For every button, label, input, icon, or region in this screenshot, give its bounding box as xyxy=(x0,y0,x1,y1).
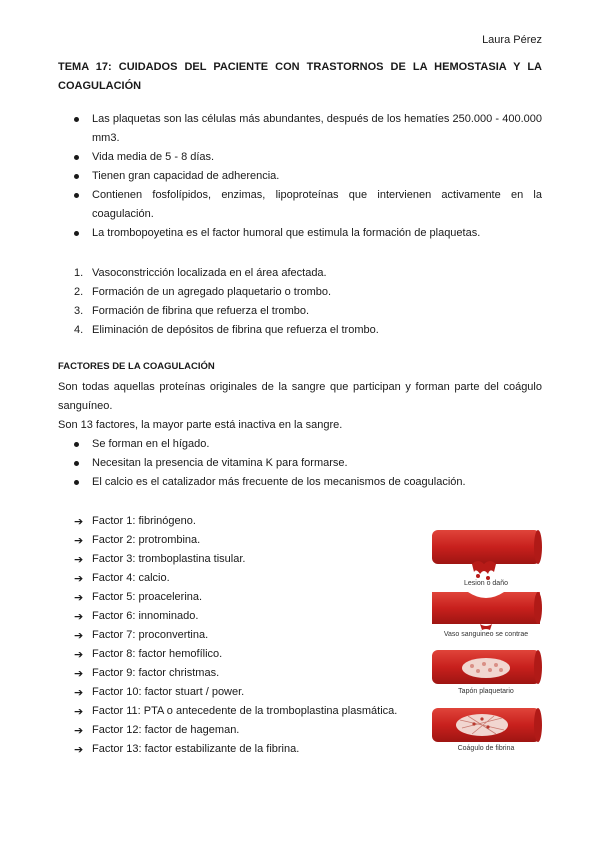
arrow-right-icon: ➔ xyxy=(74,724,84,737)
list-item: ➔ Factor 11: PTA o antecedente de la tromboplastina plasmática. xyxy=(74,702,414,721)
list-item: ➔ Factor 4: calcio. xyxy=(74,569,414,588)
author-name: Laura Pérez xyxy=(482,34,542,46)
coagulation-factors-list xyxy=(74,512,414,759)
list-item: Las plaquetas son las células más abundantes, después de los hematíes 250.000 - 400.000 mm3. xyxy=(74,110,542,148)
list-item: ➔ Factor 6: innominado. xyxy=(74,607,414,626)
intro-paragraph: Son todas aquellas proteínas originales de la sangre que participan y forman parte del coágulo sanguíneo. xyxy=(58,381,542,412)
list-item: La trombopoyetina es el factor humoral que estimula la formación de plaquetas. xyxy=(74,224,542,243)
list-item: Tienen gran capacidad de adherencia. xyxy=(74,167,542,186)
figure-caption-platelet-plug: Tapón plaquetario xyxy=(458,688,514,695)
coagulation-stages-illustration xyxy=(428,528,544,754)
platelet-bullet-list xyxy=(74,110,542,243)
list-item: ➔ Factor 5: proacelerina. xyxy=(74,588,414,607)
list-item: ➔ Factor 8: factor hemofílico. xyxy=(74,645,414,664)
arrow-right-icon: ➔ xyxy=(74,629,84,642)
arrow-right-icon: ➔ xyxy=(74,591,84,604)
count-paragraph: Son 13 factores, la mayor parte está inactiva en la sangre. xyxy=(58,419,343,431)
arrow-right-icon: ➔ xyxy=(74,648,84,661)
list-item: ➔ Factor 1: fibrinógeno. xyxy=(74,512,414,531)
list-item: Vida media de 5 - 8 días. xyxy=(74,148,542,167)
platelet-plug-stage xyxy=(432,650,542,684)
figure-caption-injury: Lesion o daño xyxy=(464,580,508,587)
list-item: ➔ Factor 12: factor de hageman. xyxy=(74,721,414,740)
list-item: Necesitan la presencia de vitamina K para formarse. xyxy=(74,454,542,473)
bullet-icon xyxy=(74,155,79,160)
fibrin-clot-stage xyxy=(432,708,542,742)
bullet-icon xyxy=(74,231,79,236)
page-title: TEMA 17: CUIDADOS DEL PACIENTE CON TRASTORNOS DE LA HEMOSTASIA Y LA COAGULACIÓN xyxy=(58,61,542,92)
list-item: Se forman en el hígado. xyxy=(74,435,542,454)
section-heading: FACTORES DE LA COAGULACIÓN xyxy=(58,361,215,372)
arrow-right-icon: ➔ xyxy=(74,553,84,566)
list-item: ➔ Factor 10: factor stuart / power. xyxy=(74,683,414,702)
list-item: 1. Vasoconstricción localizada en el área afectada. xyxy=(74,267,327,279)
arrow-right-icon: ➔ xyxy=(74,743,84,756)
list-item: 4. Eliminación de depósitos de fibrina que refuerza el trombo. xyxy=(74,324,379,336)
bullet-icon xyxy=(74,193,79,198)
list-item: Contienen fosfolípidos, enzimas, lipoproteínas que intervienen activamente en la coagulación. xyxy=(74,186,542,224)
list-item: 3. Formación de fibrina que refuerza el trombo. xyxy=(74,305,310,317)
coagulation-stages-figure xyxy=(428,528,544,754)
arrow-right-icon: ➔ xyxy=(74,610,84,623)
list-item: ➔ Factor 2: protrombina. xyxy=(74,531,414,550)
arrow-right-icon: ➔ xyxy=(74,667,84,680)
figure-caption-fibrin-clot: Coágulo de fibrina xyxy=(457,745,515,752)
arrow-right-icon: ➔ xyxy=(74,515,84,528)
vasoconstriction-stage xyxy=(432,592,542,630)
list-item: ➔ Factor 13: factor estabilizante de la fibrina. xyxy=(74,740,414,759)
bullet-icon xyxy=(74,174,79,179)
hemostasis-steps-list xyxy=(74,264,542,340)
list-item: ➔ Factor 9: factor christmas. xyxy=(74,664,414,683)
bullet-icon xyxy=(74,461,79,466)
arrow-right-icon: ➔ xyxy=(74,572,84,585)
bullet-icon xyxy=(74,442,79,447)
vessel-injury-stage xyxy=(432,530,542,580)
list-item: ➔ Factor 7: proconvertina. xyxy=(74,626,414,645)
bullet-icon xyxy=(74,117,79,122)
arrow-right-icon: ➔ xyxy=(74,534,84,547)
list-item: 2. Formación de un agregado plaquetario o trombo. xyxy=(74,286,332,298)
list-item: El calcio es el catalizador más frecuente de los mecanismos de coagulación. xyxy=(74,473,542,492)
arrow-right-icon: ➔ xyxy=(74,705,84,718)
list-item: ➔ Factor 3: tromboplastina tisular. xyxy=(74,550,414,569)
figure-caption-vasoconstriction: Vaso sanguineo se contrae xyxy=(443,631,529,638)
bullet-icon xyxy=(74,480,79,485)
arrow-right-icon: ➔ xyxy=(74,686,84,699)
factor-properties-list xyxy=(74,435,542,492)
